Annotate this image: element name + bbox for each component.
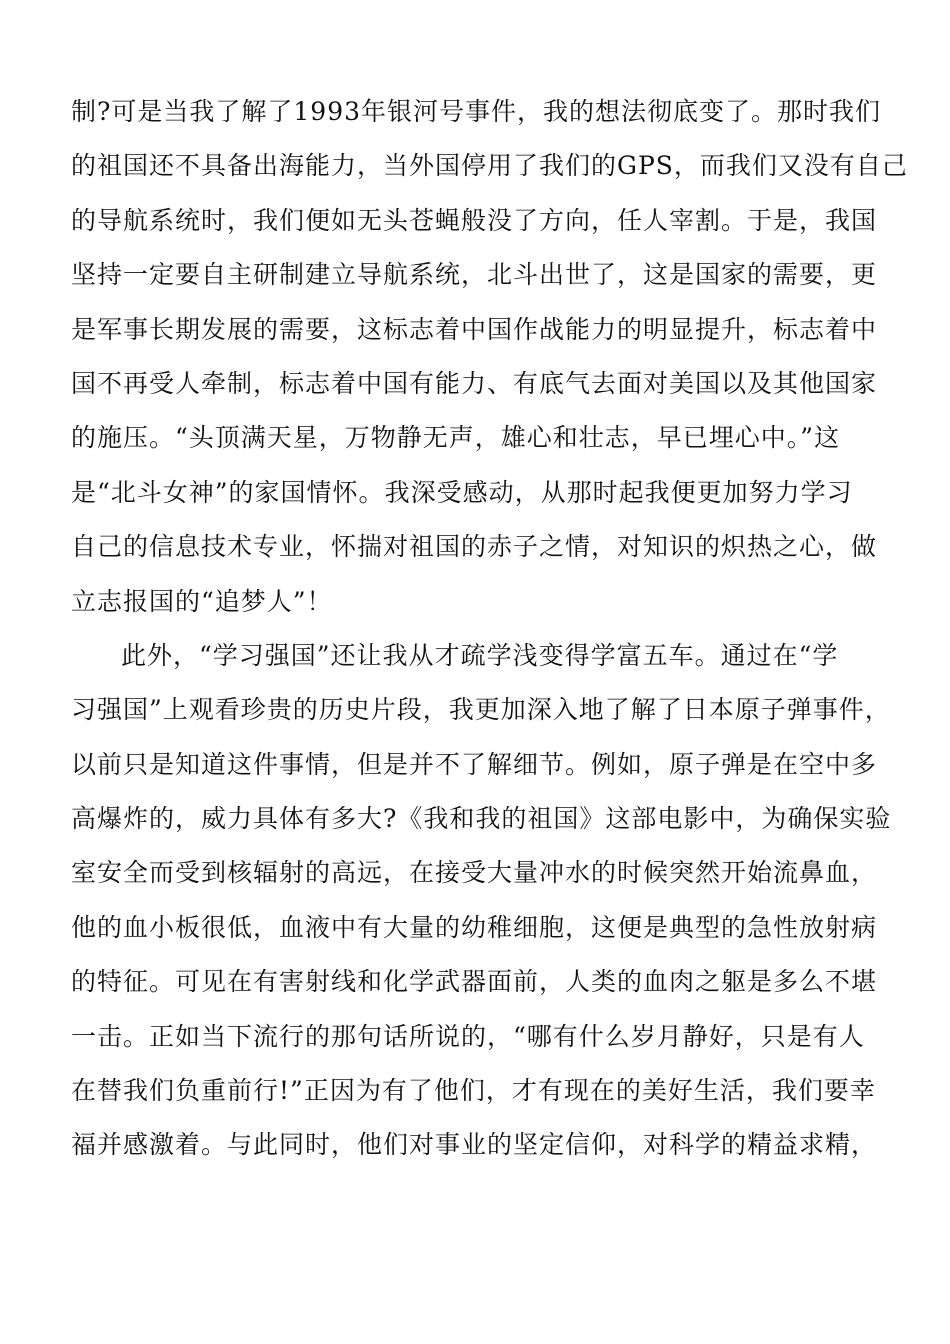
text-line: 一击。正如当下流行的那句话所说的，“哪有什么岁月静好，只是有人: [71, 1021, 865, 1051]
text-line: 高爆炸的，威力具体有多大?《我和我的祖国》这部电影中，为确保实验: [71, 804, 892, 834]
text-line: 自己的信息技术专业，怀揣对祖国的赤子之情，对知识的炽热之心，做: [71, 532, 878, 562]
text-line: 的特征。可见在有害射线和化学武器面前，人类的血肉之躯是多么不堪: [71, 967, 878, 997]
text-line: 是“北斗女神”的家国情怀。我深受感动，从那时起我便更加努力学习: [71, 477, 853, 507]
text-line: 制?可是当我了解了1993年银河号事件，我的想法彻底变了。那时我们: [71, 97, 882, 126]
text-line: 习强国”上观看珍贵的历史片段，我更加深入地了解了日本原子弹事件，: [71, 695, 891, 725]
text-line: 的导航系统时，我们便如无头苍蝇般没了方向，任人宰割。于是，我国: [71, 205, 878, 235]
text-line: 立志报国的“追梦人”！: [71, 586, 333, 616]
paragraph-first-line: 此外，“学习强国”还让我从才疏学浅变得学富五车。通过在“学: [121, 640, 839, 670]
text-line: 福并感激着。与此同时，他们对事业的坚定信仰，对科学的精益求精，: [71, 1130, 878, 1160]
text-line: 他的血小板很低，血液中有大量的幼稚细胞，这便是典型的急性放射病: [71, 912, 878, 942]
text-line: 是军事长期发展的需要，这标志着中国作战能力的明显提升，标志着中: [71, 314, 878, 344]
text-line: 坚持一定要自主研制建立导航系统，北斗出世了，这是国家的需要，更: [71, 260, 878, 290]
body-text: [71, 92, 908, 1180]
text-line: 室安全而受到核辐射的高远，在接受大量冲水的时候突然开始流鼻血，: [71, 858, 878, 888]
text-line: 的施压。“头顶满天星，万物静无声，雄心和壮志，早已埋心中。”这: [71, 423, 841, 453]
text-line: 的祖国还不具备出海能力，当外国停用了我们的GPS，而我们又没有自己: [71, 151, 908, 181]
text-line: 在替我们负重前行!”正因为有了他们，才有现在的美好生活，我们要幸: [71, 1076, 876, 1106]
text-line: 国不再受人牵制，标志着中国有能力、有底气去面对美国以及其他国家: [71, 368, 878, 398]
text-line: 以前只是知道这件事情，但是并不了解细节。例如，原子弹是在空中多: [71, 749, 878, 779]
